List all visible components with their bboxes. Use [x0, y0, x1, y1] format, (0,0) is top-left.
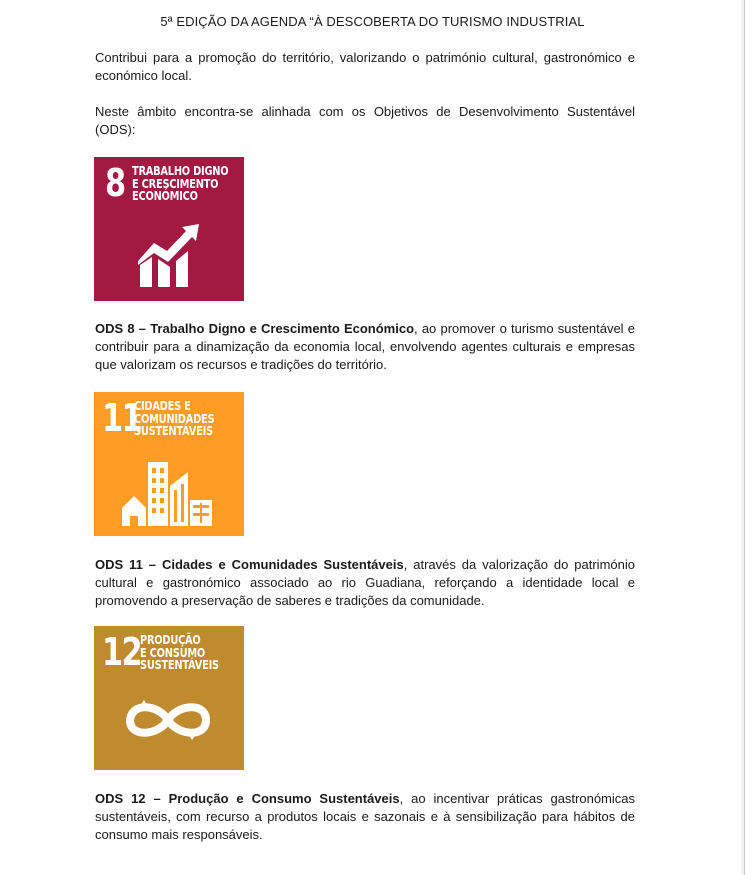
- sdg-11-text: , através da valorização do património cultural e gastronómico associado ao rio Guadiana, reforçando a identidade local e promovendo a preservação de saberes e tradições da comunidade.: [95, 557, 635, 608]
- sdg-12-text: , ao incentivar práticas gastronómicas sustentáveis, com recurso a produtos locais e sazonais e à sensibilização para hábitos de consumo mais responsáveis.: [95, 791, 636, 842]
- sdg-12-paragraph: [95, 790, 635, 844]
- sdg-11-paragraph: [95, 556, 635, 610]
- sdg-11-number: 11: [102, 396, 142, 440]
- scope-paragraph: Neste âmbito encontra-se alinhada com os Objetivos de Desenvolvimento Sustentável (ODS):: [95, 104, 635, 137]
- sdg-12-number: 12: [102, 630, 142, 674]
- sdg-8-icon: [94, 157, 244, 301]
- sdg-11-label: CIDADES E COMUNIDADES SUSTENTÁVEIS: [134, 399, 215, 438]
- page-title: 5ª EDIÇÃO DA AGENDA “À DESCOBERTA DO TURISMO INDUSTRIAL: [160, 14, 585, 29]
- sdg-8-text: , ao promover o turismo sustentável e contribuir para a dinamização da economia local, envolvendo agentes culturais e empresas que valorizam os recursos e tradições do território.: [95, 321, 635, 372]
- sdg-8-heading: ODS 8 – Trabalho Digno e Crescimento Económico: [95, 321, 415, 336]
- sdg-11-icon: [94, 392, 244, 536]
- city-buildings-icon: [118, 456, 218, 528]
- sdg-12-heading: ODS 12 – Produção e Consumo Sustentáveis: [95, 791, 400, 806]
- sdg-11-heading: ODS 11 – Cidades e Comunidades Sustentáveis: [95, 557, 404, 572]
- sdg-8-number: 8: [105, 161, 125, 205]
- infinity-loop-icon: [118, 690, 218, 750]
- sdg-8-label: TRABALHO DIGNO E CRESCIMENTO ECONÓMICO: [132, 164, 229, 203]
- intro-paragraph: Contribui para a promoção do território, valorizando o património cultural, gastronómico e económico local.: [95, 50, 635, 83]
- sdg-8-paragraph: [95, 320, 635, 374]
- sdg-12-label: PRODUÇÃO E CONSUMO SUSTENTÁVEIS: [140, 633, 219, 672]
- sdg-12-icon: [94, 626, 244, 770]
- growth-chart-icon: [134, 221, 204, 291]
